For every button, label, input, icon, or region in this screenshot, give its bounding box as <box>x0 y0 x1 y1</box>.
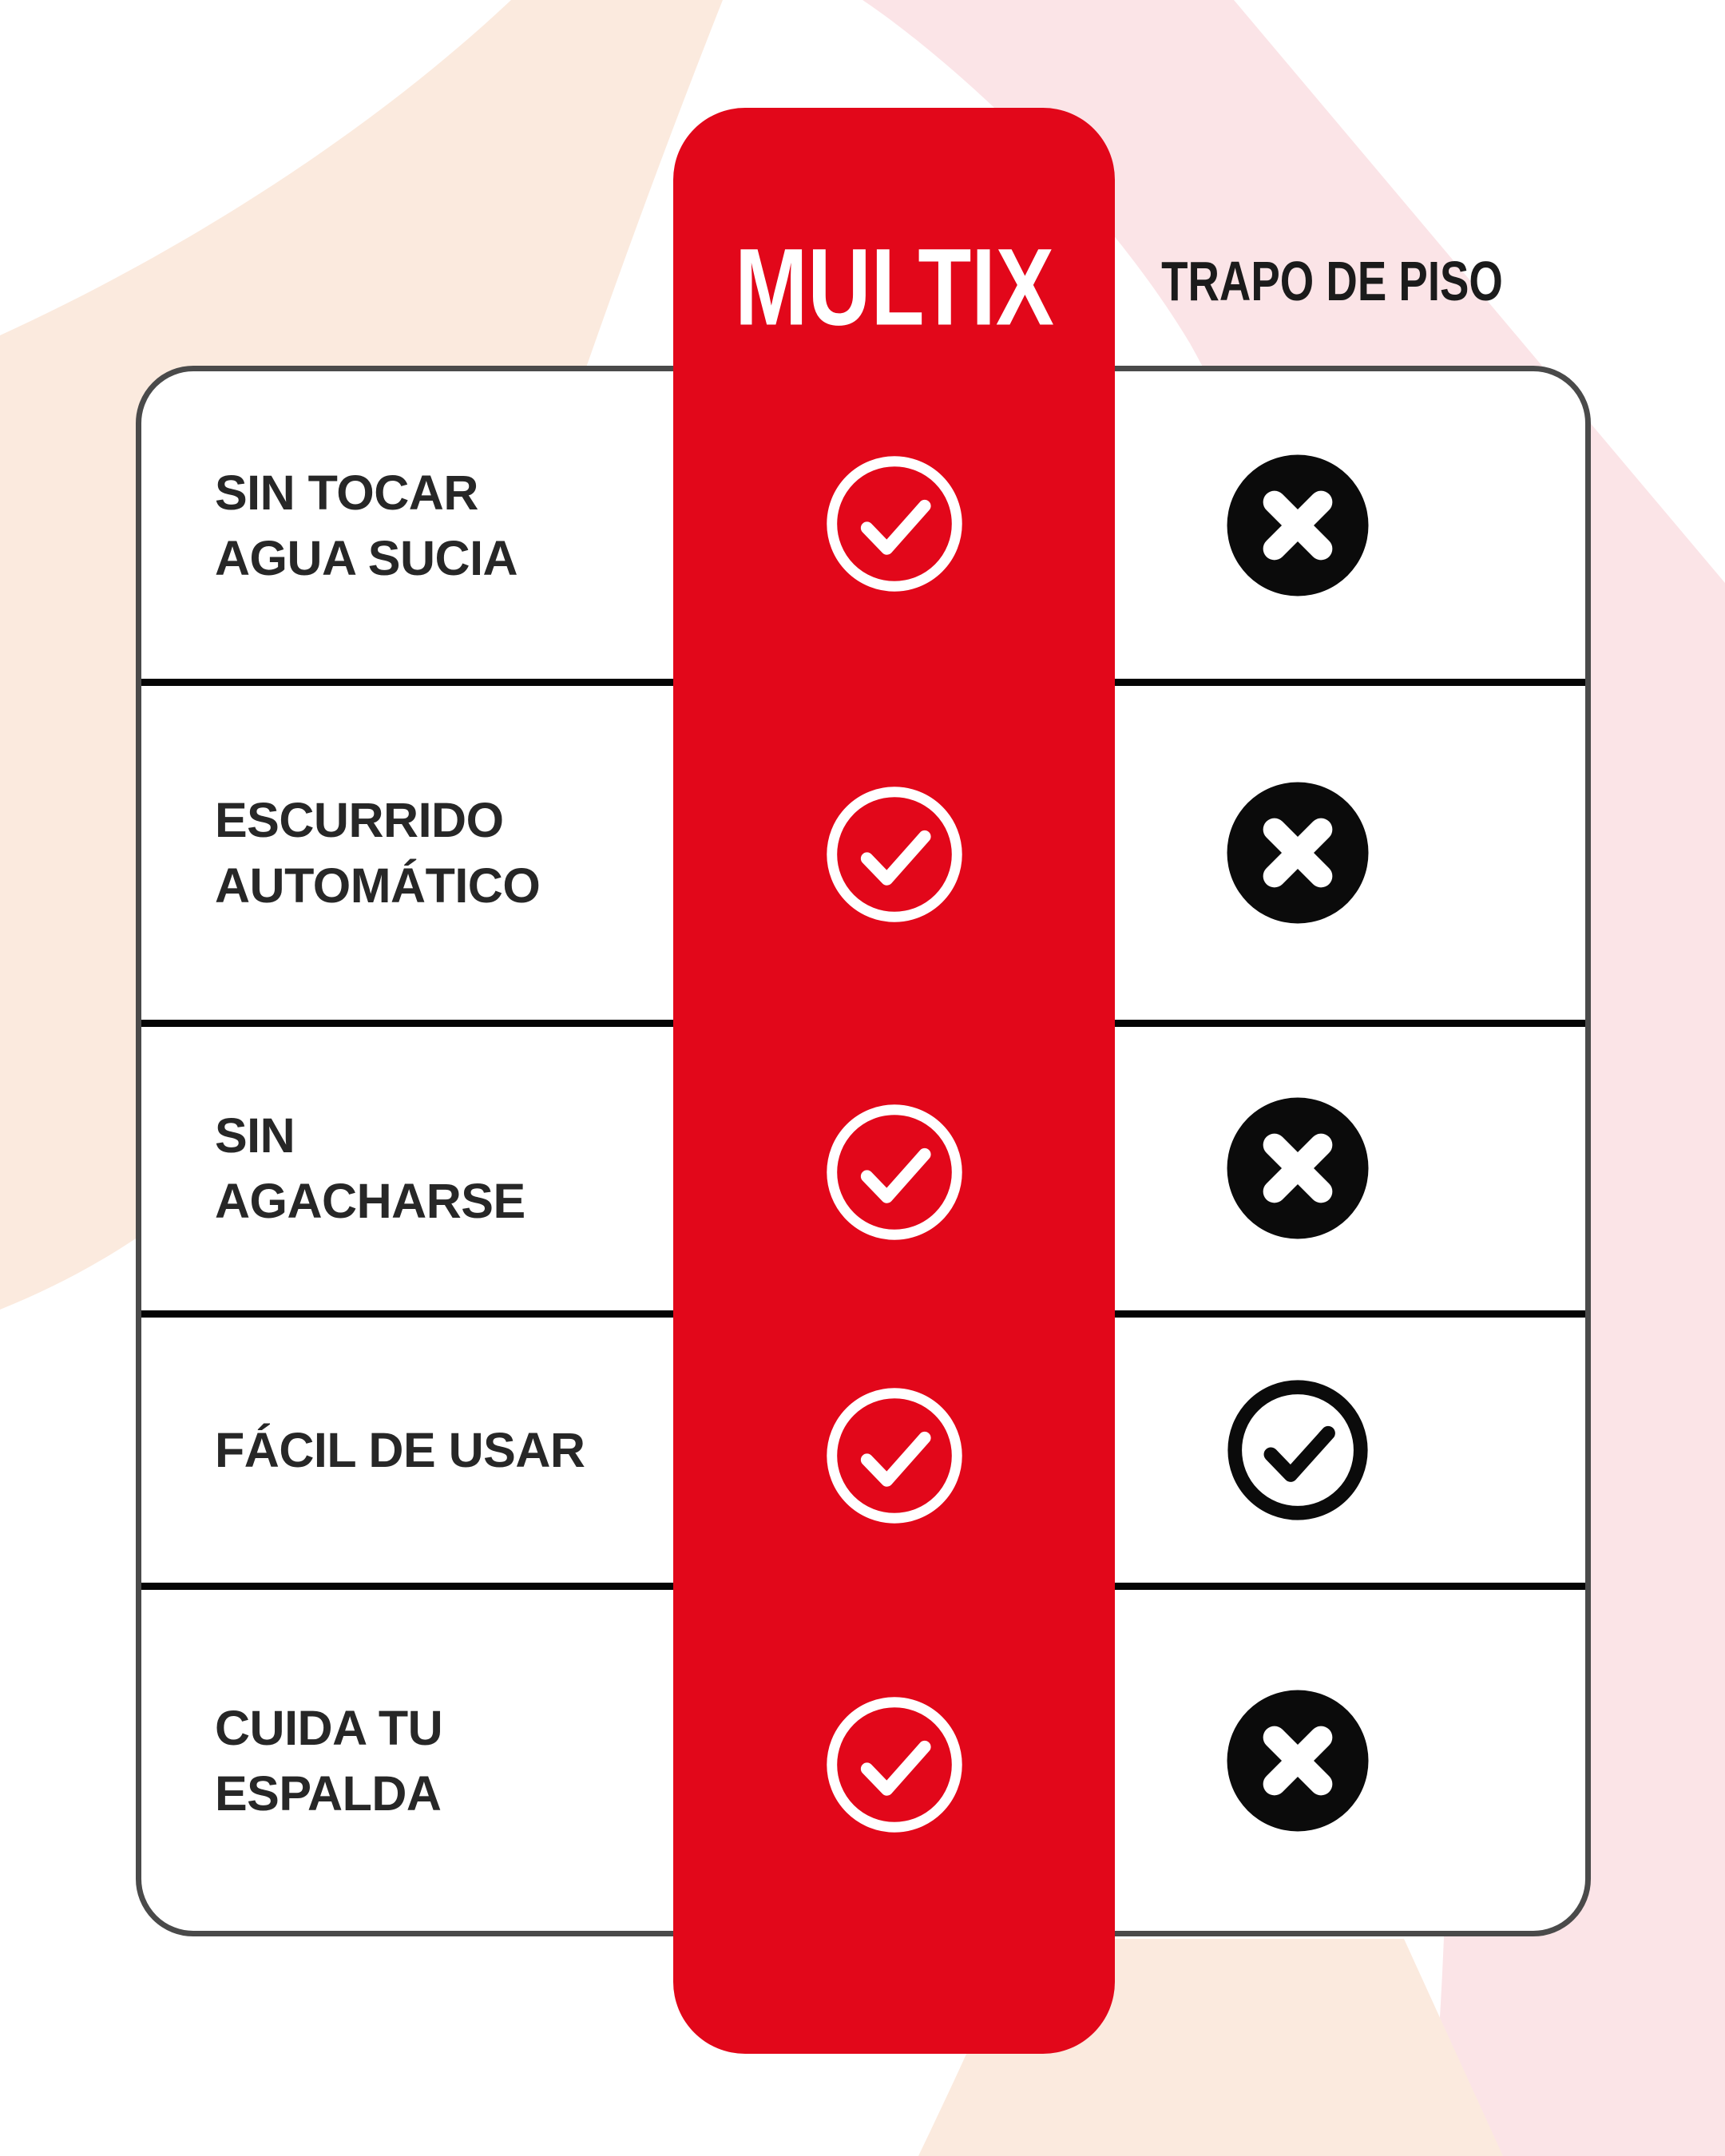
row-label <box>141 460 518 591</box>
check-icon <box>826 786 963 923</box>
row-label-line: AGACHARSE <box>215 1174 525 1229</box>
row-label <box>141 1103 525 1234</box>
row-label-line: FÁCIL DE USAR <box>215 1422 585 1477</box>
cross-icon <box>1227 1690 1369 1831</box>
check-icon <box>826 1387 963 1524</box>
row-label <box>141 1417 585 1483</box>
competitor-column-header: TRAPO DE PISO <box>1161 250 1503 312</box>
row-label-line: CUIDA TU <box>215 1700 443 1755</box>
row-label <box>141 787 540 918</box>
row-label-line: SIN <box>215 1108 295 1163</box>
row-label-line: AGUA SUCIA <box>215 530 518 585</box>
check-icon <box>1227 1379 1369 1520</box>
cross-icon <box>1227 783 1369 924</box>
row-label-line: ESPALDA <box>215 1766 442 1821</box>
check-icon <box>826 1696 963 1833</box>
row-label <box>141 1695 442 1826</box>
cross-icon <box>1227 1098 1369 1239</box>
cross-icon <box>1227 454 1369 596</box>
row-label-line: SIN TOCAR <box>215 465 478 520</box>
check-icon <box>826 1104 963 1241</box>
check-icon <box>826 455 963 593</box>
row-label-line: ESCURRIDO <box>215 793 504 848</box>
multix-column-header: MULTIX <box>734 226 1054 349</box>
row-label-line: AUTOMÁTICO <box>215 858 541 914</box>
multix-column <box>673 108 1115 2054</box>
